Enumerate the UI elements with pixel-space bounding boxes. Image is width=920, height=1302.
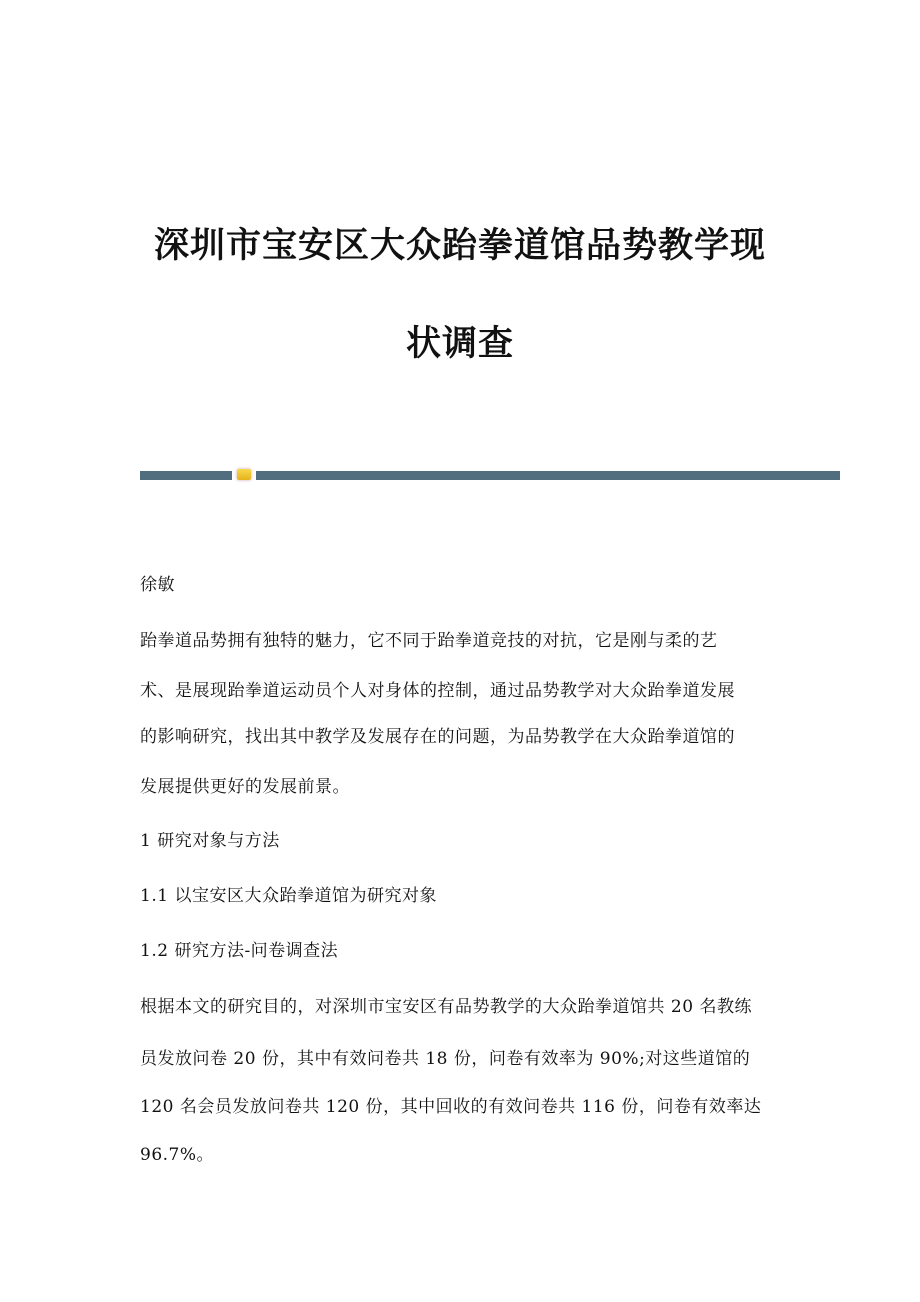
method-line: 根据本文的研究目的，对深圳市宝安区有品势教学的大众跆拳道馆共 20 名教练 (140, 997, 752, 1017)
divider-left (140, 471, 232, 480)
abstract-line: 的影响研究，找出其中教学及发展存在的问题，为品势教学在大众跆拳道馆的 (140, 727, 735, 747)
method-line: 120 名会员发放问卷共 120 份，其中回收的有效问卷共 116 份，问卷有效率达 (140, 1097, 762, 1117)
document-title-line-2: 状调查 (405, 324, 514, 364)
divider-ornament-icon (237, 469, 251, 480)
section-heading: 1.2 研究方法-问卷调查法 (140, 941, 339, 961)
abstract-line: 跆拳道品势拥有独特的魅力，它不同于跆拳道竞技的对抗，它是刚与柔的艺 (140, 631, 718, 651)
author: 徐敏 (140, 575, 175, 595)
document-title-line-1: 深圳市宝安区大众跆拳道馆品势教学现 (153, 226, 766, 266)
method-line: 96.7%。 (140, 1145, 215, 1165)
abstract-line: 发展提供更好的发展前景。 (140, 777, 350, 797)
section-heading: 1 研究对象与方法 (140, 831, 280, 851)
method-line: 员发放问卷 20 份，其中有效问卷共 18 份，问卷有效率为 90%;对这些道馆的 (140, 1049, 751, 1069)
section-heading: 1.1 以宝安区大众跆拳道馆为研究对象 (140, 886, 437, 906)
divider-right (256, 471, 840, 480)
abstract-line: 术、是展现跆拳道运动员个人对身体的控制，通过品势教学对大众跆拳道发展 (140, 681, 735, 701)
